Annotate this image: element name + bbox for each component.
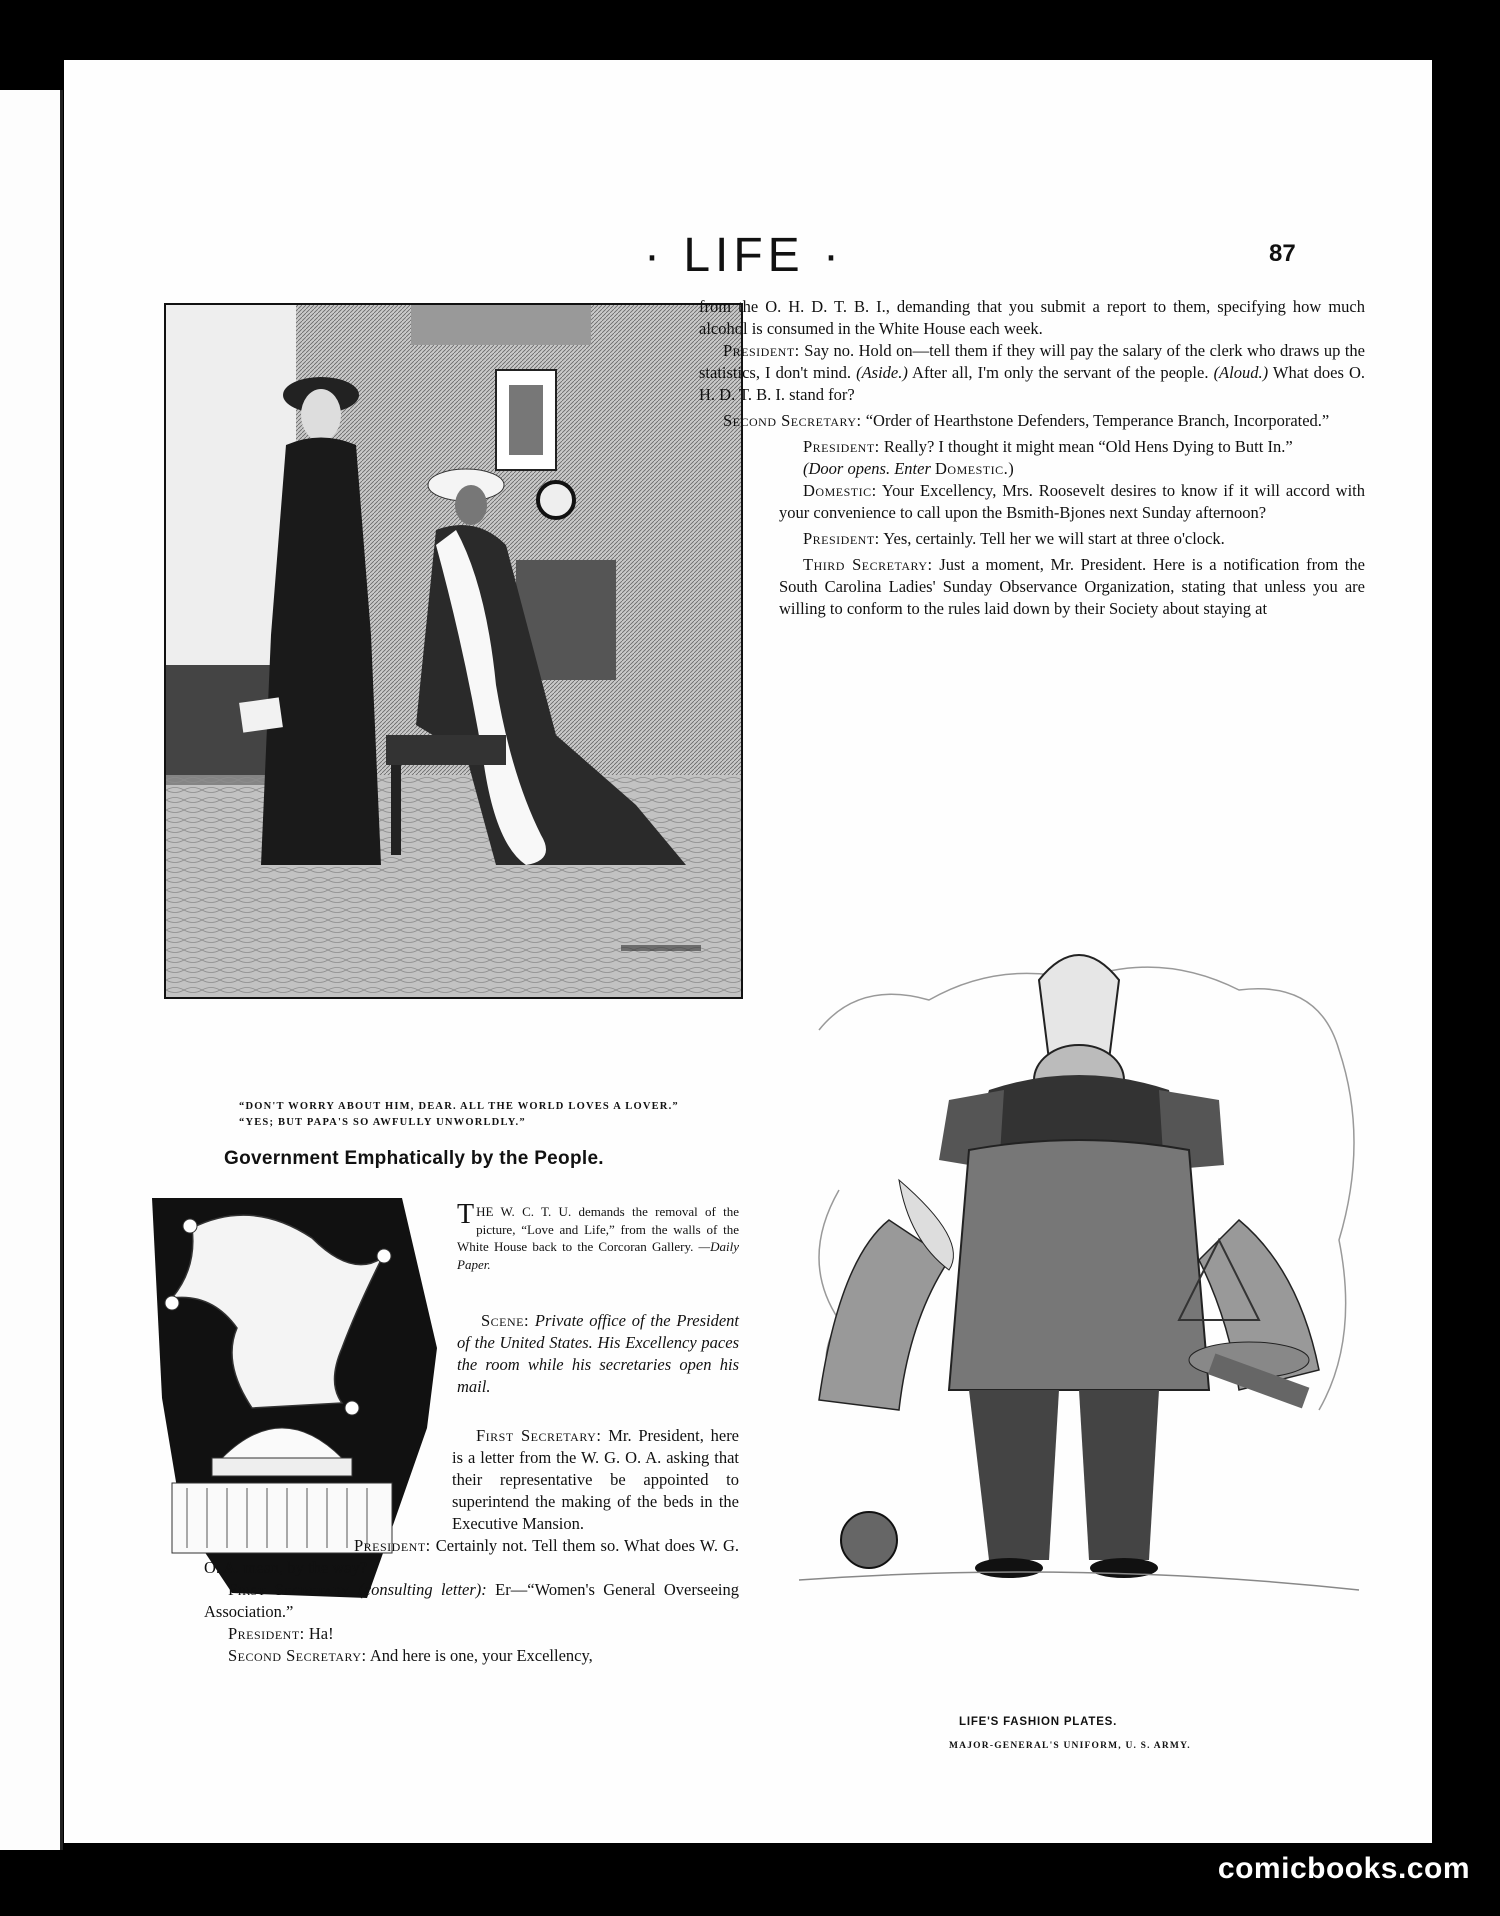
fashion-plate-subtitle: MAJOR-GENERAL'S UNIFORM, U. S. ARMY. <box>949 1741 1191 1751</box>
dialogue-line: President: Say no. Hold on—tell them if they will pay the salary of the clerk who draws up the statistics, I don't mind. (Aside.) After all, I'm only the servant of the people. (Aloud.) What does O. H. D. T. B. I. stand for? <box>699 341 1366 404</box>
dialogue-line: Second Secretary: And here is one, your Excellency, <box>228 1646 593 1665</box>
intro-text: HE W. C. T. U. demands the removal of the picture, “Love and Life,” from the walls of the White House back to the Corcoran Gallery. <box>457 1204 739 1254</box>
fashion-plate-title: LIFE'S FASHION PLATES. <box>959 1716 1118 1728</box>
dialogue-line: Domestic: Your Excellency, Mrs. Roosevelt desires to know if it will accord with your convenience to call upon the Bsmith-Bjones next Sunday afternoon? <box>779 481 1365 522</box>
scene-label: Scene: <box>481 1311 530 1330</box>
caption-line-1: “DON'T WORRY ABOUT HIM, DEAR. ALL THE WORLD LOVES A LOVER.” <box>239 1101 679 1112</box>
left-column-dialogue <box>204 1425 739 1667</box>
continued-text: from the O. H. D. T. B. I., demanding that you submit a report to them, specifying how much alcohol is consumed in the White House each week. <box>699 297 1365 338</box>
article-heading: Government Emphatically by the People. <box>224 1148 604 1169</box>
dialogue-line: Third Secretary: Just a moment, Mr. President. Here is a notification from the South Carolina Ladies' Sunday Observance Organization, stating that unless you are willing to conform to the rules laid down by their Society about staying at <box>779 555 1366 618</box>
parlor-illustration <box>164 303 743 999</box>
stage-direction: (Door opens. Enter Domestic.) <box>803 459 1015 478</box>
page-number: 87 <box>1269 240 1296 267</box>
right-column-dialogue <box>699 296 1365 620</box>
fashion-plate-illustration <box>779 940 1369 1680</box>
drop-cap: T <box>457 1199 475 1230</box>
dialogue-line: First Secretary (consulting letter): Er—“Women's General Overseeing Association.” <box>204 1580 739 1621</box>
scene-text: Private office of the President of the United States. His Excellency paces the room while his secretaries open his mail. <box>457 1311 739 1396</box>
dialogue-line: President: Certainly not. Tell them so. What does W. G. O. A. mean, by the way? <box>204 1536 740 1577</box>
intro-source: —Daily Paper. <box>457 1239 739 1272</box>
dialogue-line: President: Really? I thought it might mean “Old Hens Dying to Butt In.” <box>803 437 1293 456</box>
dialogue-line: President: Ha! <box>228 1624 334 1643</box>
watermark-brand: comicbooks.com <box>1217 1852 1470 1885</box>
magazine-page <box>64 60 1432 1843</box>
dialogue-line: Second Secretary: “Order of Hearthstone Defenders, Temperance Branch, Incorporated.” <box>723 411 1330 430</box>
masthead: · LIFE · <box>644 229 845 282</box>
parlor-caption <box>239 1099 779 1131</box>
dialogue-line: First Secretary: Mr. President, here is a letter from the W. G. O. A. asking that their representative be appointed to superintend the making of the beds in the Executive Mansion. <box>452 1426 740 1533</box>
caption-line-2: “YES; BUT PAPA'S SO AWFULLY UNWORLDLY.” <box>239 1117 526 1128</box>
scene-paragraph <box>457 1310 739 1398</box>
dialogue-line: President: Yes, certainly. Tell her we will start at three o'clock. <box>803 529 1225 548</box>
facing-page-edge <box>0 90 63 1850</box>
intro-paragraph <box>457 1199 739 1273</box>
